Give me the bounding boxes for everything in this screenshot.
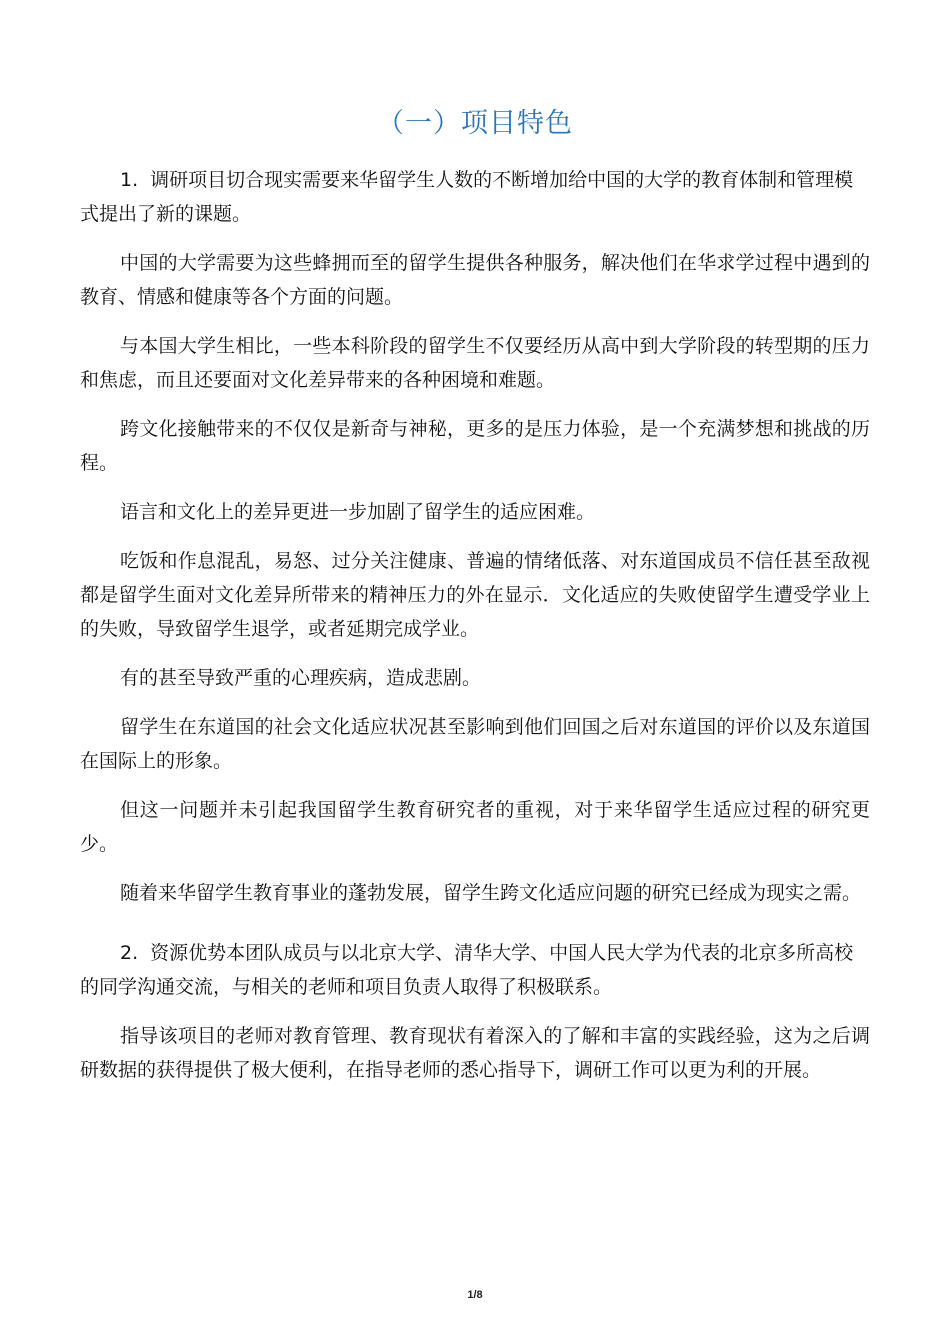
paragraph: 但这一问题并未引起我国留学生教育研究者的重视，对于来华留学生适应过程的研究更少。 — [80, 799, 870, 855]
paragraph-number: 1. — [120, 169, 139, 191]
paragraph: 跨文化接触带来的不仅仅是新奇与神秘，更多的是压力体验，是一个充满梦想和挑战的历程。 — [80, 418, 870, 474]
paragraph: 有的甚至导致严重的心理疾病，造成悲剧。 — [120, 667, 482, 689]
paragraph: 随着来华留学生教育事业的蓬勃发展，留学生跨文化适应问题的研究已经成为现实之需。 — [120, 882, 862, 904]
paragraph: 语言和文化上的差异更进一步加剧了留学生的适应困难。 — [120, 501, 596, 523]
paragraph-text: 调研项目切合现实需要来华留学生人数的不断增加给中国的大学的教育体制和管理模式提出了新的课题。 — [80, 169, 854, 225]
section-heading: （一）项目特色 — [377, 108, 573, 139]
paragraph-number: 2. — [120, 942, 139, 964]
paragraph-numbered-1 — [80, 163, 870, 231]
paragraph: 留学生在东道国的社会文化适应状况甚至影响到他们回国之后对东道国的评价以及东道国在国际上的形象。 — [80, 716, 870, 772]
paragraph: 指导该项目的老师对教育管理、教育现状有着深入的了解和丰富的实践经验，这为之后调研数据的获得提供了极大便利，在指导老师的悉心指导下，调研工作可以更为利的开展。 — [80, 1025, 870, 1081]
paragraph-text: 资源优势本团队成员与以北京大学、清华大学、中国人民大学为代表的北京多所高校的同学沟通交流，与相关的老师和项目负责人取得了积极联系。 — [80, 942, 854, 998]
body-text — [80, 163, 870, 1102]
paragraph: 与本国大学生相比，一些本科阶段的留学生不仅要经历从高中到大学阶段的转型期的压力和焦虑，而且还要面对文化差异带来的各种困境和难题。 — [80, 335, 870, 391]
paragraph: 吃饭和作息混乱，易怒、过分关注健康、普遍的情绪低落、对东道国成员不信任甚至敌视都是留学生面对文化差异所带来的精神压力的外在显示．文化适应的失败使留学生遭受学业上的失败，导致留学生退学，或者延期完成学业。 — [80, 550, 870, 640]
page-number: 1/8 — [467, 1289, 483, 1301]
paragraph: 中国的大学需要为这些蜂拥而至的留学生提供各种服务，解决他们在华求学过程中遇到的教育、情感和健康等各个方面的问题。 — [80, 252, 870, 308]
paragraph-numbered-2 — [80, 936, 870, 1004]
